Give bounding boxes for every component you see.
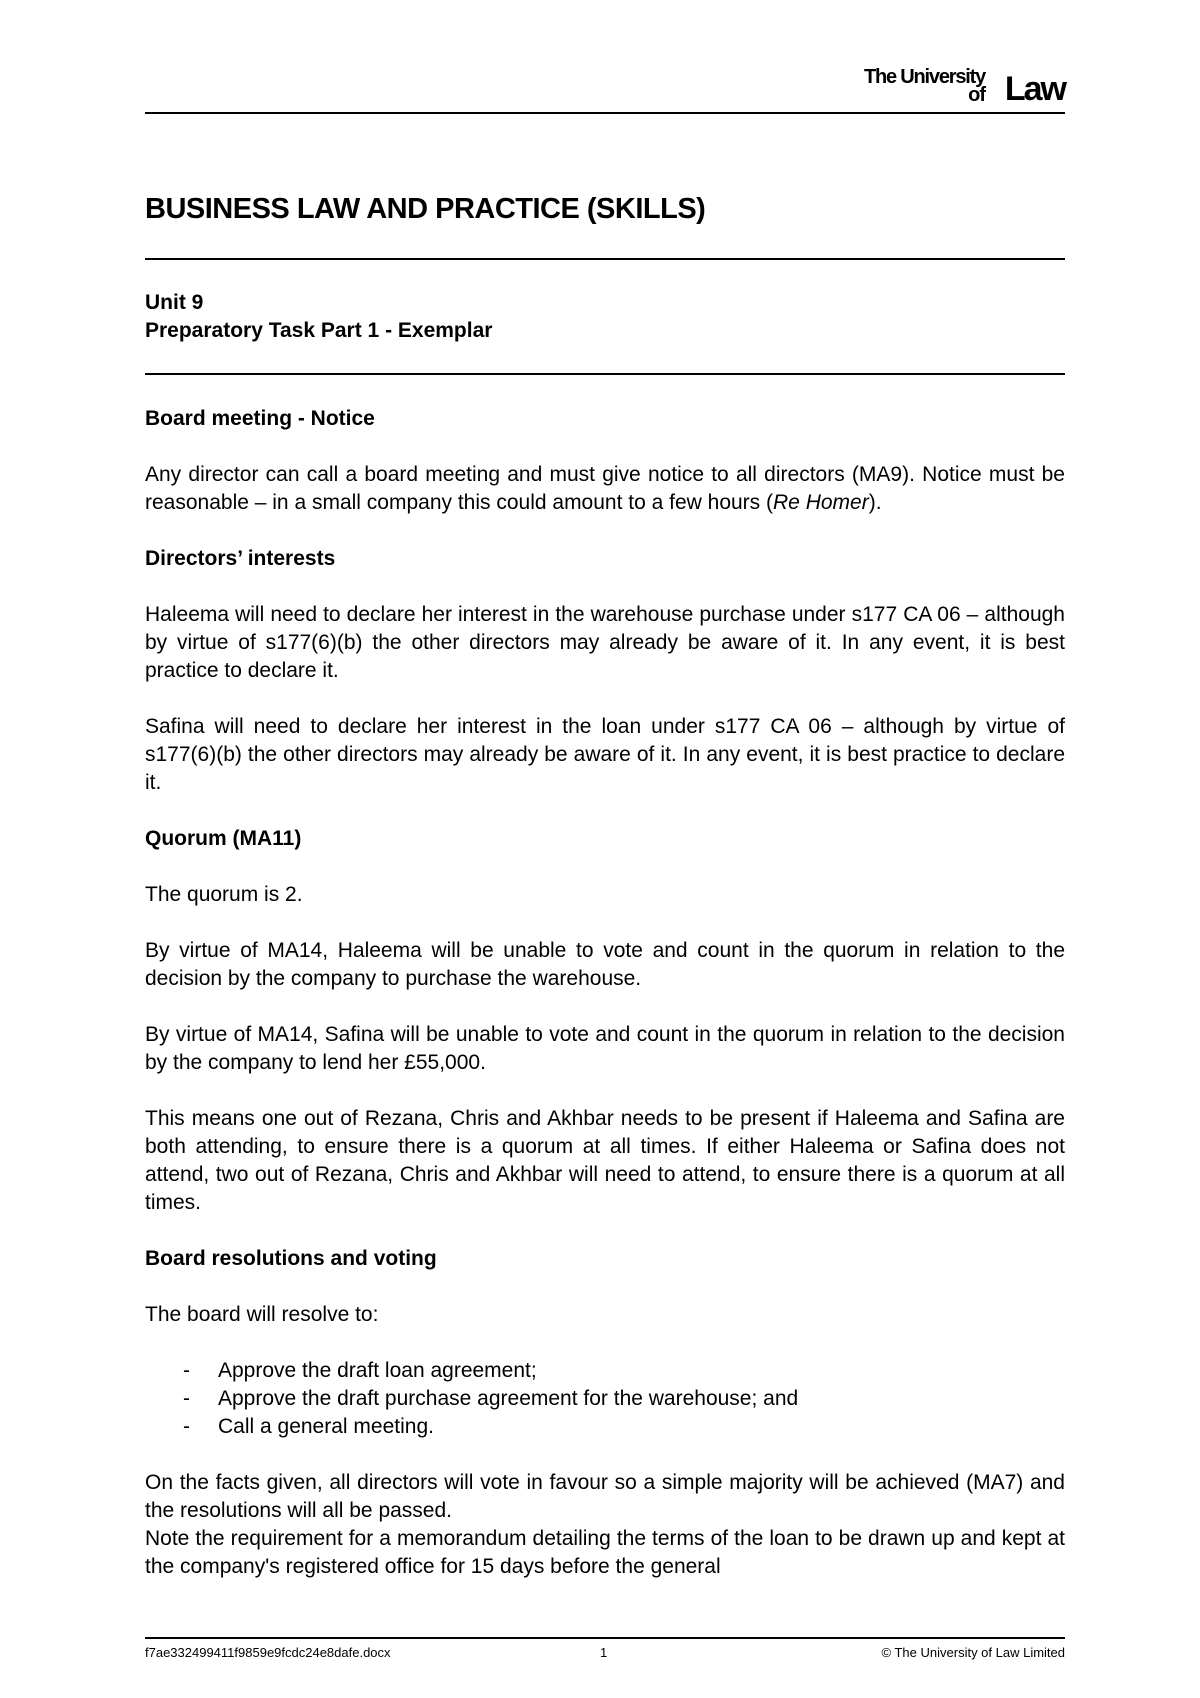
resolutions-intro: The board will resolve to: [145,1303,379,1326]
unit-divider [145,373,1065,375]
footer-filename: f7ae332499411f9859e9fcdc24e8dafe.docx [145,1645,391,1660]
document-body [145,405,1065,1609]
footer-copyright: © The University of Law Limited [881,1645,1065,1660]
list-item-text: Approve the draft purchase agreement for the warehouse; and [218,1387,799,1410]
list-item [145,1385,1065,1413]
bullet-dash: - [183,1415,190,1438]
list-item [145,1413,1065,1441]
footer-page-number: 1 [600,1645,608,1660]
list-item-text: Approve the draft loan agreement; [218,1359,537,1382]
header-divider [145,112,1065,114]
resolutions-paragraph-2: Note the requirement for a memorandum detailing the terms of the loan to be drawn up and kept at the company's registered office for 15 days before the general [145,1527,1065,1578]
interests-paragraph-safina: Safina will need to declare her interest in the loan under s177 CA 06 – although by virtue of s177(6)(b) the other directors may already be aware of it. In any event, it is best practice to declare it. [145,715,1065,794]
interests-paragraph-haleema: Haleema will need to declare her interest in the warehouse purchase under s177 CA 06 – although by virtue of s177(6)(b) the other directors may already be aware of it. In any event, it is best practice to declare it. [145,603,1065,682]
notice-paragraph [145,461,1065,517]
logo-of-text: of [968,84,985,106]
quorum-heading: Quorum (MA11) [145,827,302,850]
bullet-dash: - [183,1359,190,1382]
notice-text-b: ). [868,491,882,514]
quorum-paragraph-2: By virtue of MA14, Haleema will be unable to vote and count in the quorum in relation to the decision by the company to purchase the warehouse. [145,939,1065,990]
page-footer [145,1645,1065,1665]
task-label: Preparatory Task Part 1 - Exemplar [145,319,493,342]
university-of-law-logo [845,66,1065,108]
interests-heading: Directors’ interests [145,547,336,570]
unit-label: Unit 9 [145,291,204,314]
logo-top-text: The University [863,66,985,88]
unit-block [145,289,492,345]
resolutions-heading: Board resolutions and voting [145,1247,437,1270]
quorum-paragraph-4: This means one out of Rezana, Chris and Akhbar needs to be present if Haleema and Safina are both attending, to ensure there is a quorum at all times. If either Haleema or Safina does not attend, two out of Rezana, Chris and Akhbar will need to attend, to ensure there is a quorum at all times. [145,1107,1065,1214]
bullet-dash: - [183,1387,190,1410]
case-name-re-homer: Re Homer [773,491,869,514]
list-item [145,1357,1065,1385]
quorum-paragraph-3: By virtue of MA14, Safina will be unable to vote and count in the quorum in relation to the decision by the company to lend her £55,000. [145,1023,1065,1074]
footer-divider [145,1637,1065,1639]
title-divider [145,258,1065,260]
list-item-text: Call a general meeting. [218,1415,434,1438]
notice-heading: Board meeting - Notice [145,407,375,430]
document-title: BUSINESS LAW AND PRACTICE (SKILLS) [145,193,706,225]
quorum-paragraph-1: The quorum is 2. [145,883,303,906]
resolutions-list [145,1357,1065,1441]
logo-law-text: Law [1004,70,1065,108]
resolutions-paragraph-1: On the facts given, all directors will vote in favour so a simple majority will be achieved (MA7) and the resolutions will all be passed. [145,1471,1065,1522]
notice-text-a: Any director can call a board meeting and must give notice to all directors (MA9). Notice must be reasonable – in a small company this could amount to a few hours ( [145,463,1065,514]
